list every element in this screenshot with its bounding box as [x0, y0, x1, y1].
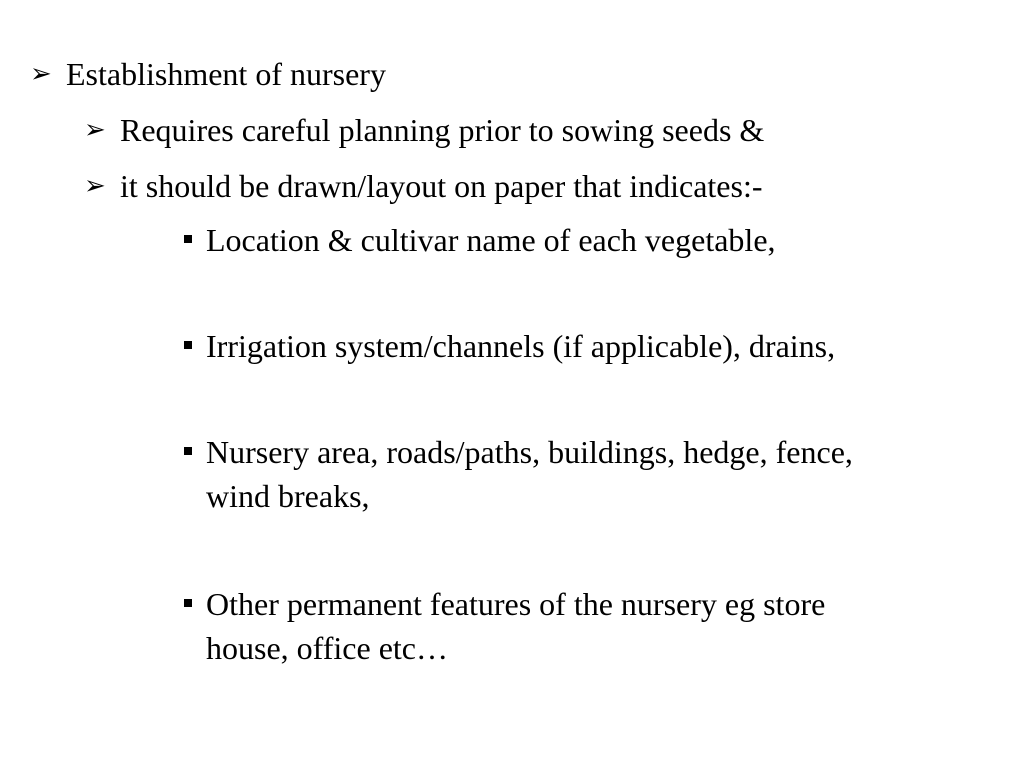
- list-item-text: house, office etc…: [206, 630, 448, 666]
- arrow-bullet-icon: ➢: [84, 115, 106, 144]
- sub-point-text: it should be drawn/layout on paper that indicates:-: [120, 168, 763, 204]
- list-item-text: Nursery area, roads/paths, buildings, hedge, fence,: [206, 434, 853, 470]
- square-bullet-icon: [184, 447, 192, 455]
- arrow-bullet-icon: ➢: [30, 59, 52, 88]
- square-bullet-icon: [184, 341, 192, 349]
- sub-point-text: Requires careful planning prior to sowing seeds &: [120, 112, 765, 148]
- list-item-text: Other permanent features of the nursery eg store: [206, 586, 826, 622]
- square-bullet-icon: [184, 235, 192, 243]
- arrow-bullet-icon: ➢: [84, 171, 106, 200]
- list-item-text: Location & cultivar name of each vegetable,: [206, 222, 776, 258]
- square-bullet-icon: [184, 599, 192, 607]
- list-item-text: Irrigation system/channels (if applicable), drains,: [206, 328, 836, 364]
- list-item-text: wind breaks,: [206, 478, 370, 514]
- heading-text: Establishment of nursery: [66, 56, 386, 92]
